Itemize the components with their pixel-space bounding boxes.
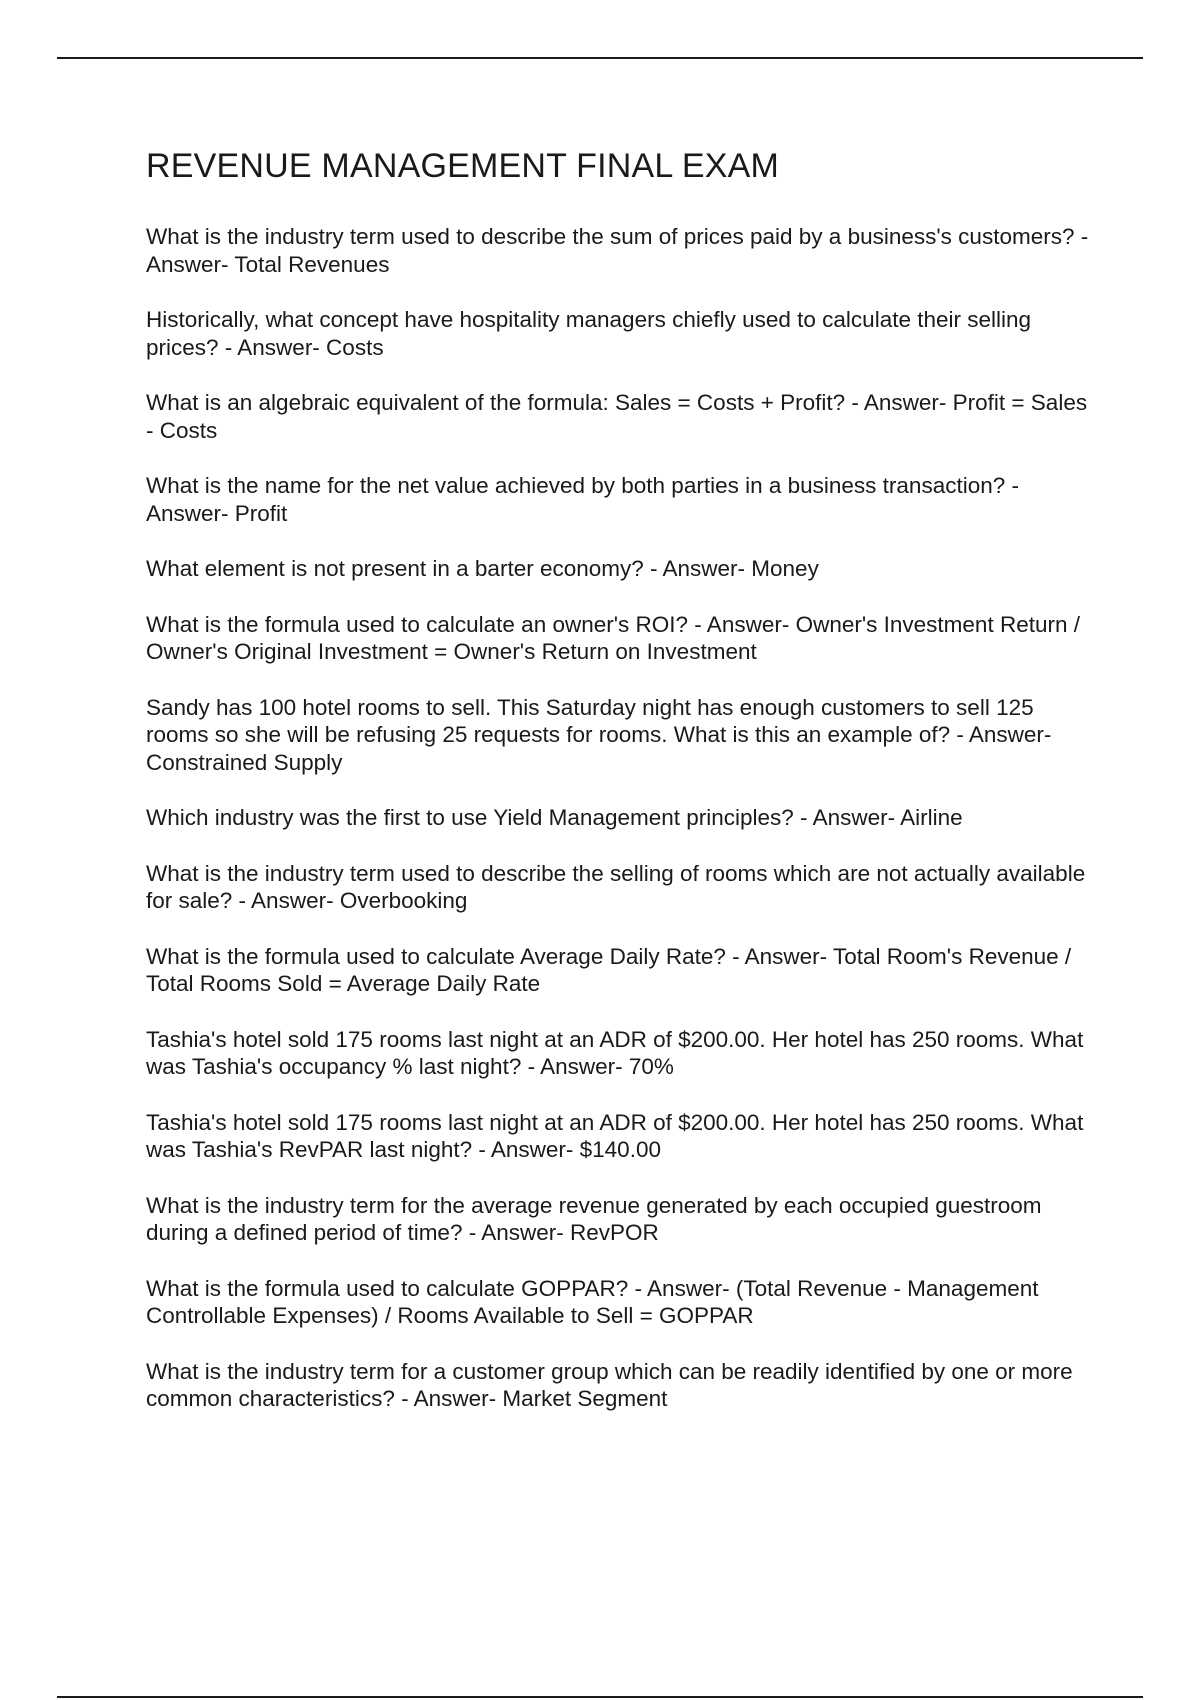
qa-item: Which industry was the first to use Yield Management principles? - Answer- Airline bbox=[146, 805, 963, 830]
qa-item: What is the industry term for the average revenue generated by each occupied guestroom during a defined period of time? - Answer- RevPOR bbox=[146, 1192, 1042, 1245]
qa-item: What is the industry term used to describe the sum of prices paid by a business's customers? - Answer- Total Revenues bbox=[146, 224, 1089, 277]
qa-item: What is the formula used to calculate Average Daily Rate? - Answer- Total Room's Revenue / Total Rooms Sold = Average Daily Rate bbox=[146, 943, 1072, 996]
qa-item: Sandy has 100 hotel rooms to sell. This Saturday night has enough customers to sell 125 rooms so she will be refusing 25 requests for rooms. What is this an example of? - Answer- Constrained Supply bbox=[146, 694, 1052, 775]
qa-item: What is the name for the net value achieved by both parties in a business transaction? - Answer- Profit bbox=[146, 473, 1019, 526]
qa-item: What is the industry term used to describe the selling of rooms which are not actually available for sale? - Answer- Overbooking bbox=[146, 860, 1086, 913]
qa-item: Tashia's hotel sold 175 rooms last night at an ADR of $200.00. Her hotel has 250 rooms. What was Tashia's occupancy % last night? - Answer- 70% bbox=[146, 1026, 1084, 1079]
qa-item: What is the industry term for a customer group which can be readily identified by one or more common characteristics? - Answer- Market Segment bbox=[146, 1358, 1073, 1411]
qa-item: What is the formula used to calculate an owner's ROI? - Answer- Owner's Investment Return / Owner's Original Investment = Owner's Return on Investment bbox=[146, 611, 1080, 664]
qa-item: What element is not present in a barter economy? - Answer- Money bbox=[146, 556, 819, 581]
qa-item: What is an algebraic equivalent of the formula: Sales = Costs + Profit? - Answer- Profit = Sales - Costs bbox=[146, 390, 1088, 443]
qa-item: What is the formula used to calculate GOPPAR? - Answer- (Total Revenue - Management Controllable Expenses) / Rooms Available to Sell = GOPPAR bbox=[146, 1275, 1039, 1328]
qa-item: Historically, what concept have hospitality managers chiefly used to calculate their selling prices? - Answer- Costs bbox=[146, 307, 1032, 360]
qa-list bbox=[146, 223, 1096, 1413]
top-divider bbox=[57, 57, 1143, 59]
bottom-divider bbox=[57, 1696, 1143, 1698]
document-body bbox=[146, 140, 1096, 1441]
qa-item: Tashia's hotel sold 175 rooms last night at an ADR of $200.00. Her hotel has 250 rooms. What was Tashia's RevPAR last night? - Answer- $140.00 bbox=[146, 1109, 1084, 1162]
document-title: REVENUE MANAGEMENT FINAL EXAM bbox=[146, 147, 780, 185]
